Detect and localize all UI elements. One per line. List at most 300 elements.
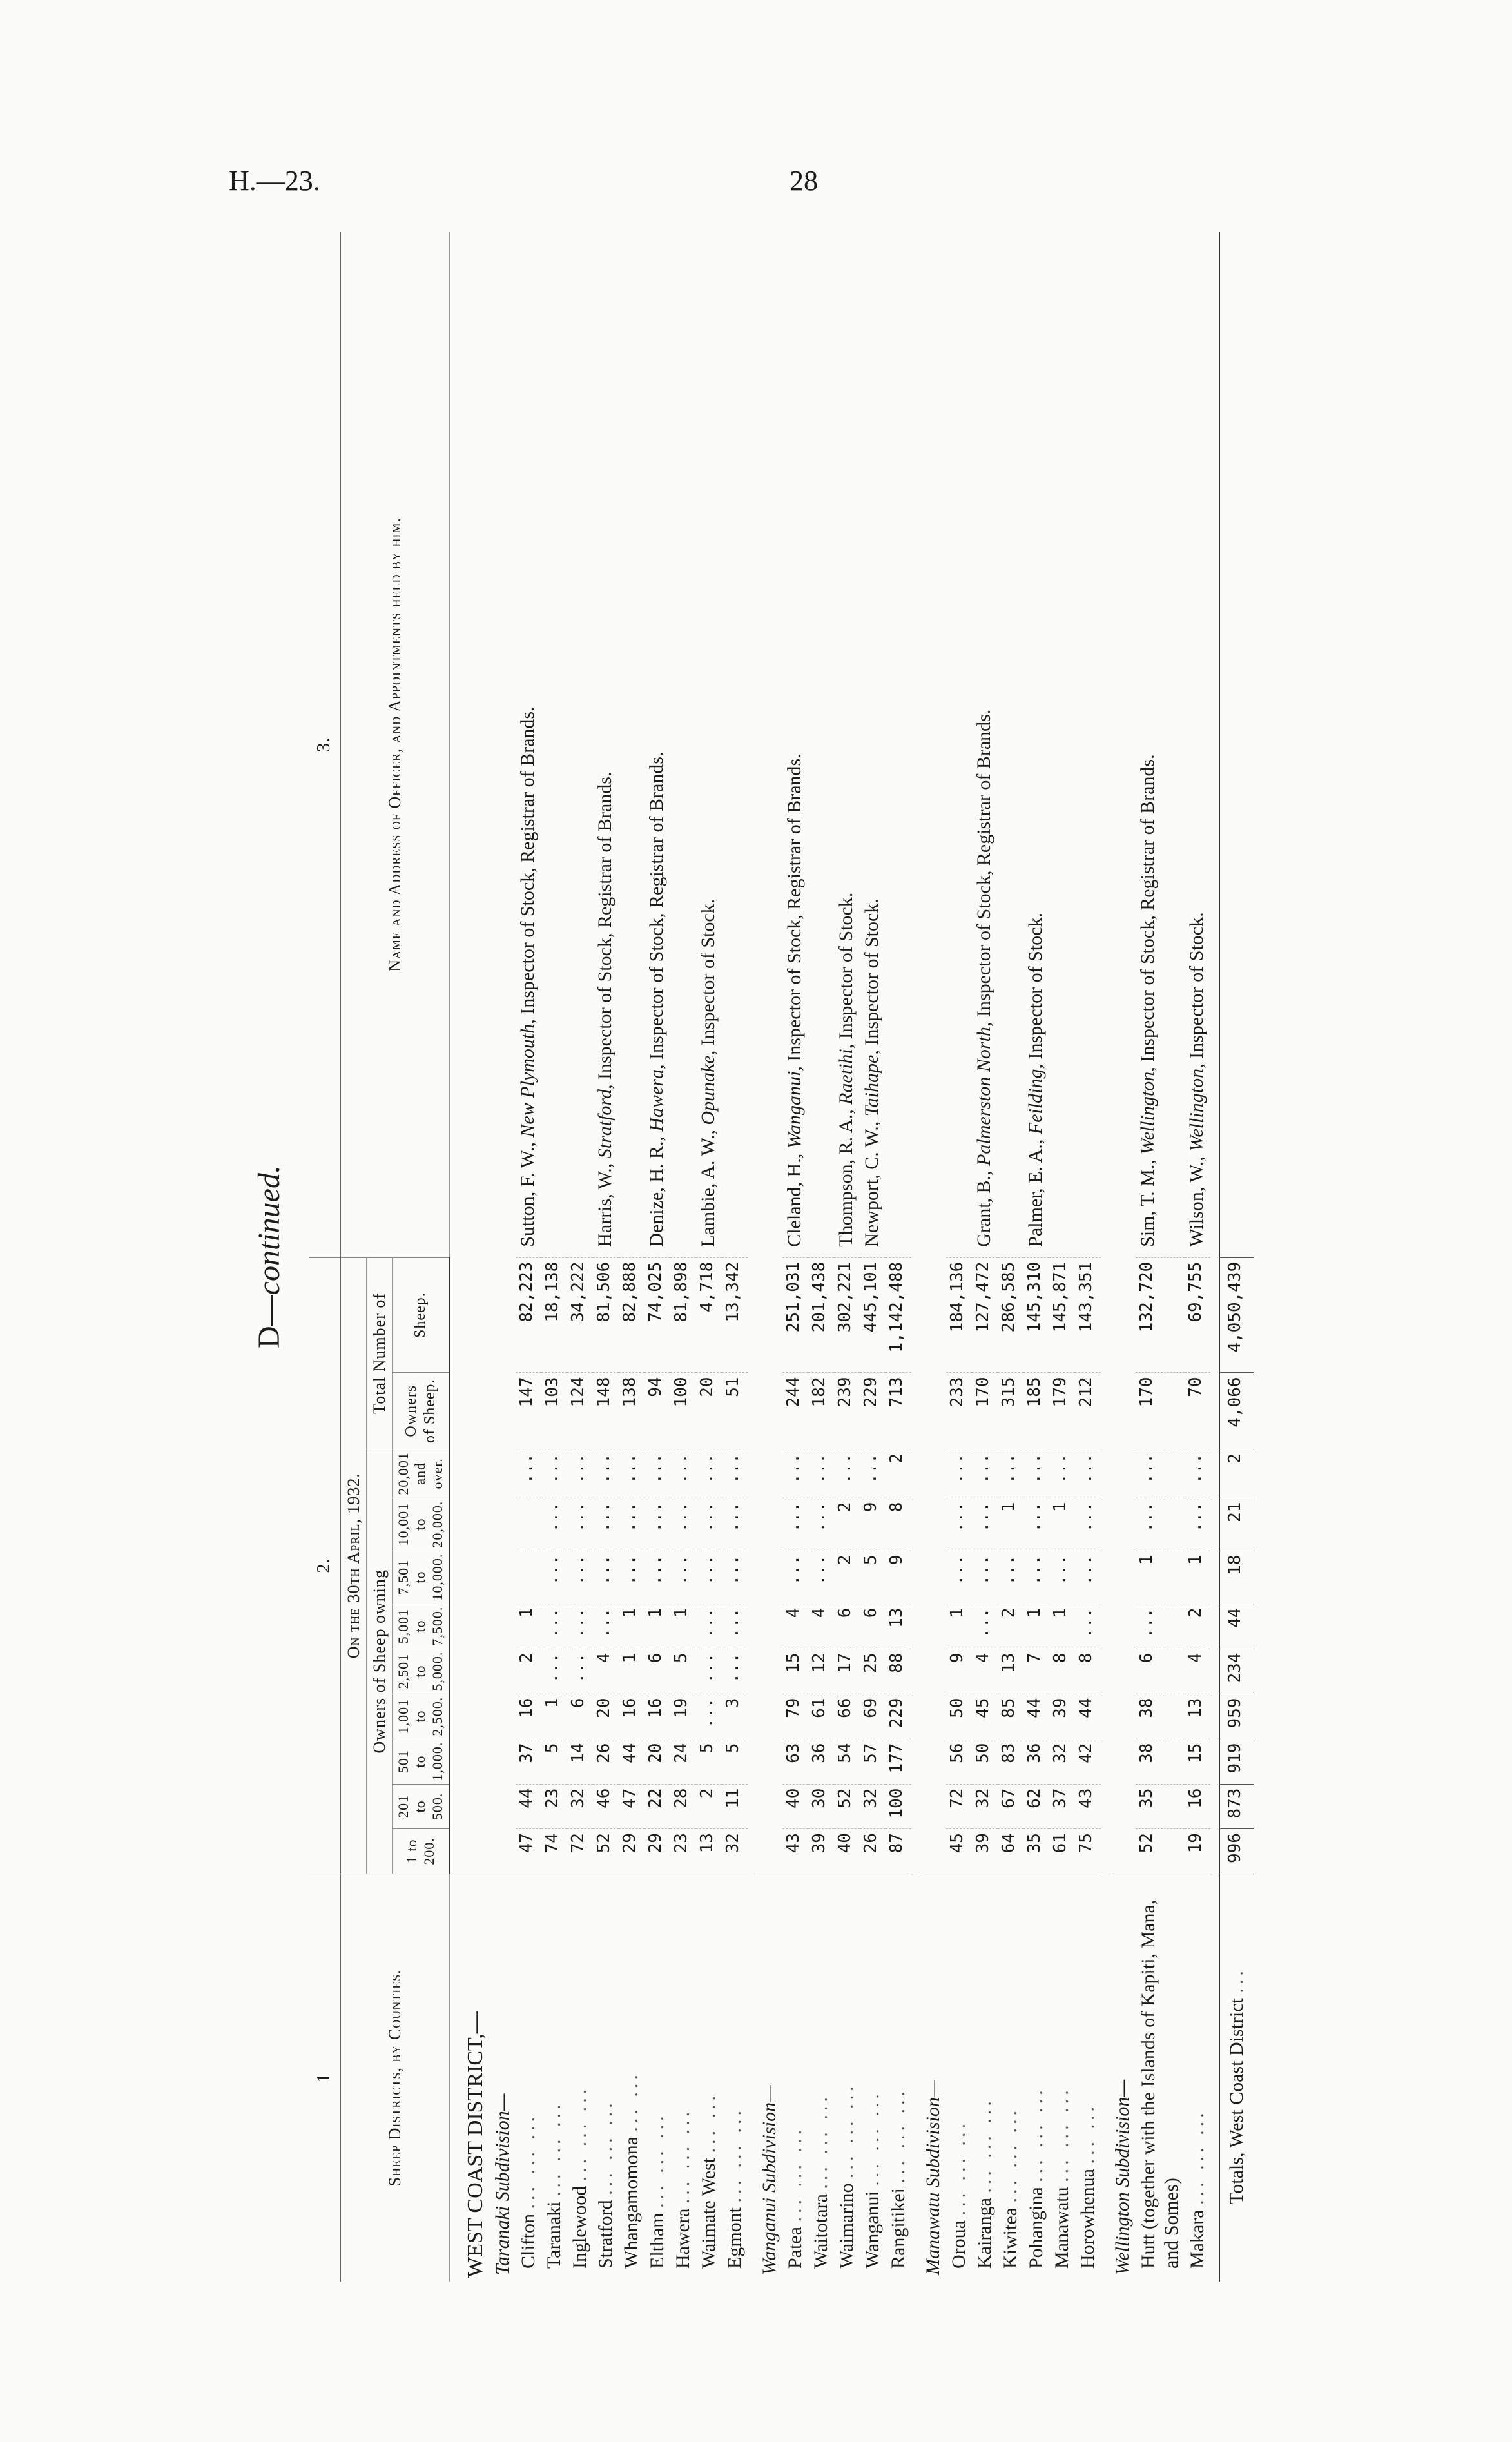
officer-cell: Thompson, R. A., Raetihi, Inspector of Stock. bbox=[835, 892, 857, 1247]
table-row bbox=[998, 232, 1023, 2282]
county-name: Hutt (together with the Islands of Kapiti, Mana, and Somes) bbox=[1138, 1899, 1183, 2269]
leader-dots: ... bbox=[1226, 1967, 1248, 1993]
county-name: Makara bbox=[1187, 2209, 1208, 2269]
value-cell: ... bbox=[696, 1649, 722, 1694]
officer-cell: Denize, H. R., Hawera, Inspector of Stock, Registrar of Brands. bbox=[646, 751, 668, 1247]
value-cell: 13 bbox=[696, 1829, 722, 1874]
value-cell: 7 bbox=[1023, 1649, 1049, 1694]
value-cell: 1 bbox=[1023, 1604, 1049, 1649]
value-cell: 6 bbox=[834, 1604, 860, 1649]
value-cell: 44 bbox=[1075, 1694, 1101, 1739]
table-row bbox=[1136, 232, 1185, 2282]
county-name: Horowhenua bbox=[1077, 2169, 1099, 2269]
leader-dots: ... ... ... bbox=[518, 2113, 539, 2209]
value-cell: 52 bbox=[593, 1829, 619, 1874]
value-cell: 1 bbox=[619, 1649, 645, 1694]
total-value-cell: 21 bbox=[1220, 1498, 1254, 1551]
value-cell: 61 bbox=[808, 1694, 834, 1739]
subdivision-row bbox=[920, 232, 946, 2282]
value-cell: 81,898 bbox=[670, 1257, 696, 1373]
officer-cell: Newport, C. W., Taihape, Inspector of Stock. bbox=[861, 898, 883, 1247]
column-number-1: 1 bbox=[309, 1874, 340, 2282]
value-cell: ... bbox=[567, 1649, 593, 1694]
county-name: Whangamomona bbox=[621, 2137, 643, 2269]
value-cell: 9 bbox=[946, 1649, 972, 1694]
spacer-cell bbox=[1101, 232, 1110, 2282]
value-cell: 2 bbox=[516, 1649, 541, 1694]
district-row bbox=[449, 232, 490, 2282]
value-cell: 66 bbox=[834, 1694, 860, 1739]
value-cell: 51 bbox=[722, 1373, 748, 1449]
table-row bbox=[722, 232, 748, 2282]
total-value-cell: 234 bbox=[1220, 1649, 1254, 1694]
value-cell: 5 bbox=[541, 1739, 567, 1784]
value-cell: ... bbox=[782, 1551, 808, 1604]
value-cell: ... bbox=[946, 1449, 972, 1498]
value-cell: 32 bbox=[1049, 1739, 1075, 1784]
value-cell: 212 bbox=[1075, 1373, 1101, 1449]
value-cell: ... bbox=[567, 1551, 593, 1604]
value-cell: 81,506 bbox=[593, 1257, 619, 1373]
table-row bbox=[972, 232, 998, 2282]
county-cell bbox=[645, 1874, 670, 2282]
value-cell bbox=[516, 1551, 541, 1604]
county-name: Kiwitea bbox=[1000, 2207, 1022, 2269]
officer-cell bbox=[998, 232, 1023, 1257]
value-cell: 67 bbox=[998, 1784, 1023, 1829]
value-cell: 46 bbox=[593, 1784, 619, 1829]
officer-cell bbox=[567, 232, 593, 1257]
value-cell: ... bbox=[1075, 1551, 1101, 1604]
county-cell bbox=[516, 1874, 541, 2282]
value-cell: 16 bbox=[619, 1694, 645, 1739]
leader-dots: ... ... ... bbox=[836, 2082, 858, 2178]
officer-cell bbox=[886, 232, 911, 1257]
county-name: Hawera bbox=[672, 2208, 694, 2269]
value-cell: ... bbox=[696, 1449, 722, 1498]
officer-cell: Lambie, A. W., Opunake, Inspector of Stock. bbox=[697, 898, 719, 1247]
county-cell bbox=[1075, 1874, 1101, 2282]
value-cell: 74,025 bbox=[645, 1257, 670, 1373]
leader-dots: ... ... ... bbox=[1025, 2086, 1047, 2182]
page-number: 28 bbox=[790, 165, 818, 197]
table-row bbox=[1023, 232, 1049, 2282]
table-row bbox=[696, 232, 722, 2282]
value-cell: 39 bbox=[1049, 1694, 1075, 1739]
county-cell bbox=[670, 1874, 696, 2282]
value-cell: ... bbox=[1185, 1498, 1210, 1551]
leader-dots: ... ... ... bbox=[887, 2088, 909, 2184]
value-cell: ... bbox=[808, 1551, 834, 1604]
value-cell: 17 bbox=[834, 1649, 860, 1694]
column-number-3: 3. bbox=[309, 232, 340, 1257]
value-cell: 315 bbox=[998, 1373, 1023, 1449]
district-name: WEST COAST DISTRICT,— bbox=[449, 1874, 490, 2282]
value-cell: 24 bbox=[670, 1739, 696, 1784]
value-cell: 43 bbox=[1075, 1784, 1101, 1829]
value-cell: 13 bbox=[998, 1649, 1023, 1694]
value-cell: 35 bbox=[1136, 1784, 1185, 1829]
value-cell: 1 bbox=[1185, 1551, 1210, 1604]
value-cell: 2 bbox=[696, 1784, 722, 1829]
value-cell: 2 bbox=[834, 1551, 860, 1604]
value-cell: 6 bbox=[567, 1694, 593, 1739]
value-cell: 5 bbox=[722, 1739, 748, 1784]
officer-cell: Cleland, H., Wanganui, Inspector of Stock, Registrar of Brands. bbox=[784, 753, 806, 1247]
value-cell: 145,310 bbox=[1023, 1257, 1049, 1373]
officer-cell bbox=[722, 232, 748, 1257]
value-cell: ... bbox=[645, 1449, 670, 1498]
districts-header: Sheep Districts, by Counties. bbox=[340, 1874, 449, 2282]
county-cell bbox=[1049, 1874, 1075, 2282]
total-value-cell: 2 bbox=[1220, 1449, 1254, 1498]
value-cell: ... bbox=[1136, 1604, 1185, 1649]
subdivision-filler bbox=[490, 232, 516, 1874]
table-row bbox=[516, 232, 541, 2282]
value-cell: 3 bbox=[722, 1694, 748, 1739]
spacer-cell bbox=[748, 232, 757, 2282]
value-cell: ... bbox=[782, 1498, 808, 1551]
column-number-row bbox=[309, 232, 340, 2282]
county-cell bbox=[808, 1874, 834, 2282]
value-cell: ... bbox=[972, 1551, 998, 1604]
value-cell: ... bbox=[670, 1449, 696, 1498]
county-cell bbox=[886, 1874, 911, 2282]
value-cell: 40 bbox=[834, 1829, 860, 1874]
leader-dots: ... ... ... bbox=[646, 2112, 668, 2208]
total-value-cell: 18 bbox=[1220, 1551, 1254, 1604]
range-header: 1 to 200. bbox=[392, 1829, 449, 1874]
value-cell: ... bbox=[998, 1449, 1023, 1498]
value-cell: 1 bbox=[670, 1604, 696, 1649]
county-cell bbox=[1023, 1874, 1049, 2282]
range-header: 2,501 to 5,000. bbox=[392, 1649, 449, 1694]
leader-dots: ... ... ... bbox=[569, 2085, 591, 2182]
value-cell: 32 bbox=[567, 1784, 593, 1829]
value-cell: 38 bbox=[1136, 1694, 1185, 1739]
county-name: Inglewood bbox=[569, 2185, 591, 2269]
value-cell: 4 bbox=[808, 1604, 834, 1649]
owners-of-sheep-header: Owners of Sheep. bbox=[392, 1373, 449, 1449]
value-cell: 23 bbox=[541, 1784, 567, 1829]
value-cell: 62 bbox=[1023, 1784, 1049, 1829]
county-cell bbox=[782, 1874, 808, 2282]
value-cell: ... bbox=[541, 1449, 567, 1498]
totals-label-cell bbox=[1220, 1874, 1254, 2282]
officer-cell bbox=[619, 232, 645, 1257]
county-name: Kairanga bbox=[974, 2198, 996, 2269]
value-cell: 25 bbox=[860, 1649, 886, 1694]
value-cell: 286,585 bbox=[998, 1257, 1023, 1373]
range-header: 7,501 to 10,000. bbox=[392, 1551, 449, 1604]
value-cell: 184,136 bbox=[946, 1257, 972, 1373]
value-cell: 100 bbox=[670, 1373, 696, 1449]
value-cell: ... bbox=[834, 1449, 860, 1498]
value-cell: 74 bbox=[541, 1829, 567, 1874]
value-cell: 170 bbox=[1136, 1373, 1185, 1449]
value-cell: ... bbox=[593, 1498, 619, 1551]
officer-cell bbox=[1049, 232, 1075, 1257]
value-cell: 445,101 bbox=[860, 1257, 886, 1373]
value-cell: 87 bbox=[886, 1829, 911, 1874]
value-cell: 182 bbox=[808, 1373, 834, 1449]
value-cell: 38 bbox=[1136, 1739, 1185, 1784]
value-cell: ... bbox=[567, 1604, 593, 1649]
leader-dots: ... ... ... bbox=[1051, 2086, 1073, 2182]
leader-dots: ... ... ... bbox=[810, 2093, 832, 2189]
value-cell: 177 bbox=[886, 1739, 911, 1784]
value-cell: 8 bbox=[1049, 1649, 1075, 1694]
value-cell: ... bbox=[516, 1449, 541, 1498]
subdivision-filler bbox=[1110, 232, 1136, 1874]
value-cell: 138 bbox=[619, 1373, 645, 1449]
total-value-cell: 996 bbox=[1220, 1829, 1254, 1874]
county-cell bbox=[722, 1874, 748, 2282]
value-cell: 70 bbox=[1185, 1373, 1210, 1449]
value-cell: 72 bbox=[567, 1829, 593, 1874]
value-cell: ... bbox=[696, 1551, 722, 1604]
value-cell: 20 bbox=[593, 1694, 619, 1739]
owners-group-header: Owners of Sheep owning bbox=[366, 1449, 392, 1874]
value-cell: 1,142,488 bbox=[886, 1257, 911, 1373]
value-cell: ... bbox=[1075, 1604, 1101, 1649]
county-name: Pohangina bbox=[1025, 2187, 1047, 2269]
county-name: Waitotara bbox=[810, 2194, 832, 2269]
table-row bbox=[1185, 232, 1210, 2282]
value-cell: ... bbox=[593, 1551, 619, 1604]
totals-row bbox=[1220, 232, 1254, 2282]
value-cell: ... bbox=[722, 1551, 748, 1604]
value-cell: 2 bbox=[834, 1498, 860, 1551]
value-cell: 39 bbox=[808, 1829, 834, 1874]
value-cell: 4,718 bbox=[696, 1257, 722, 1373]
value-cell: 251,031 bbox=[782, 1257, 808, 1373]
table-row bbox=[1049, 232, 1075, 2282]
value-cell: 2 bbox=[998, 1604, 1023, 1649]
value-cell: 47 bbox=[516, 1829, 541, 1874]
officer-header: Name and Address of Officer, and Appointments held by him. bbox=[340, 232, 449, 1257]
value-cell: ... bbox=[567, 1498, 593, 1551]
leader-dots: ... ... ... bbox=[672, 2108, 694, 2204]
county-cell bbox=[998, 1874, 1023, 2282]
value-cell: ... bbox=[645, 1498, 670, 1551]
value-cell: ... bbox=[946, 1551, 972, 1604]
subdivision-name: Wellington Subdivision— bbox=[1110, 1874, 1136, 2282]
value-cell: 713 bbox=[886, 1373, 911, 1449]
value-cell: 6 bbox=[1136, 1649, 1185, 1694]
county-name: Taranaki bbox=[543, 2201, 565, 2269]
section-title-prefix: D— bbox=[252, 1295, 286, 1348]
value-cell: 13 bbox=[1185, 1694, 1210, 1739]
value-cell: 16 bbox=[516, 1694, 541, 1739]
value-cell: 6 bbox=[860, 1604, 886, 1649]
value-cell: 36 bbox=[808, 1739, 834, 1784]
totals-group-header: Total Number of bbox=[366, 1257, 392, 1449]
value-cell: ... bbox=[1185, 1449, 1210, 1498]
value-cell: 37 bbox=[1049, 1784, 1075, 1829]
spacer-cell bbox=[911, 232, 920, 2282]
value-cell: 179 bbox=[1049, 1373, 1075, 1449]
value-cell: 1 bbox=[1049, 1604, 1075, 1649]
value-cell: 19 bbox=[670, 1694, 696, 1739]
leader-dots: ... ... ... bbox=[784, 2126, 806, 2222]
value-cell: ... bbox=[541, 1551, 567, 1604]
county-name: Wanganui bbox=[862, 2191, 884, 2269]
table-row bbox=[645, 232, 670, 2282]
value-cell: 23 bbox=[670, 1829, 696, 1874]
value-cell: 88 bbox=[886, 1649, 911, 1694]
county-cell bbox=[619, 1874, 645, 2282]
value-cell: ... bbox=[619, 1449, 645, 1498]
table-row bbox=[946, 232, 972, 2282]
value-cell: 54 bbox=[834, 1739, 860, 1784]
value-cell: 26 bbox=[593, 1739, 619, 1784]
value-cell: ... bbox=[722, 1649, 748, 1694]
officer-cell: Grant, B., Palmerston North, Inspector of Stock, Registrar of Brands. bbox=[973, 709, 995, 1247]
value-cell: 143,351 bbox=[1075, 1257, 1101, 1373]
table-body bbox=[449, 232, 1254, 2282]
county-name: Waimate West bbox=[698, 2157, 720, 2269]
range-header: 501 to 1,000. bbox=[392, 1739, 449, 1784]
officer-cell: Sutton, F. W., New Plymouth, Inspector of Stock, Registrar of Brands. bbox=[517, 706, 539, 1247]
county-name: Egmont bbox=[724, 2207, 746, 2269]
value-cell: 39 bbox=[972, 1829, 998, 1874]
value-cell: ... bbox=[998, 1551, 1023, 1604]
rotated-table-area bbox=[251, 232, 1437, 2282]
value-cell: 22 bbox=[645, 1784, 670, 1829]
value-cell: 30 bbox=[808, 1784, 834, 1829]
leader-dots: ... ... ... bbox=[948, 2120, 970, 2216]
totals-officer-filler bbox=[1220, 232, 1254, 1257]
officer-cell: Wilson, W., Wellington, Inspector of Stock. bbox=[1186, 912, 1208, 1247]
value-cell: ... bbox=[972, 1498, 998, 1551]
value-cell: 52 bbox=[834, 1784, 860, 1829]
value-cell: 4 bbox=[1185, 1649, 1210, 1694]
table-row bbox=[860, 232, 886, 2282]
value-cell: 11 bbox=[722, 1784, 748, 1829]
totals-label: Totals, West Coast District bbox=[1226, 1998, 1248, 2204]
value-cell: ... bbox=[972, 1449, 998, 1498]
table-row bbox=[567, 232, 593, 2282]
county-cell bbox=[860, 1874, 886, 2282]
spacer-row bbox=[748, 232, 757, 2282]
value-cell: ... bbox=[972, 1604, 998, 1649]
value-cell: 26 bbox=[860, 1829, 886, 1874]
value-cell: ... bbox=[1075, 1449, 1101, 1498]
district-filler bbox=[449, 232, 490, 1874]
value-cell: 127,472 bbox=[972, 1257, 998, 1373]
value-cell: 29 bbox=[619, 1829, 645, 1874]
section-title bbox=[251, 232, 287, 2282]
table-row bbox=[834, 232, 860, 2282]
value-cell: 32 bbox=[860, 1784, 886, 1829]
county-name: Oroua bbox=[948, 2220, 970, 2269]
value-cell: ... bbox=[722, 1498, 748, 1551]
value-cell: ... bbox=[1136, 1449, 1185, 1498]
section-title-suffix: continued. bbox=[252, 1165, 286, 1295]
value-cell: 20 bbox=[645, 1739, 670, 1784]
value-cell bbox=[516, 1498, 541, 1551]
subdivision-row bbox=[1110, 232, 1136, 2282]
leader-dots: ... ... ... bbox=[1187, 2109, 1208, 2205]
value-cell: 82,888 bbox=[619, 1257, 645, 1373]
value-cell: 229 bbox=[860, 1373, 886, 1449]
value-cell: ... bbox=[722, 1449, 748, 1498]
value-cell: 44 bbox=[619, 1739, 645, 1784]
value-cell: 1 bbox=[541, 1694, 567, 1739]
value-cell: 35 bbox=[1023, 1829, 1049, 1874]
value-cell: ... bbox=[1023, 1449, 1049, 1498]
value-cell: 20 bbox=[696, 1373, 722, 1449]
value-cell: 5 bbox=[670, 1649, 696, 1694]
value-cell: 28 bbox=[670, 1784, 696, 1829]
table-row bbox=[670, 232, 696, 2282]
county-cell bbox=[972, 1874, 998, 2282]
value-cell: ... bbox=[808, 1498, 834, 1551]
value-cell: 4 bbox=[972, 1649, 998, 1694]
total-value-cell: 959 bbox=[1220, 1694, 1254, 1739]
value-cell: ... bbox=[619, 1498, 645, 1551]
value-cell: 1 bbox=[516, 1604, 541, 1649]
leader-dots: ... ... ... bbox=[724, 2107, 746, 2203]
value-cell: ... bbox=[567, 1449, 593, 1498]
county-name: Patea bbox=[784, 2227, 806, 2269]
value-cell: 302,221 bbox=[834, 1257, 860, 1373]
value-cell: 40 bbox=[782, 1784, 808, 1829]
leader-dots: ... ... ... bbox=[543, 2100, 565, 2196]
value-cell: 15 bbox=[782, 1649, 808, 1694]
sheep-header: Sheep. bbox=[392, 1257, 449, 1373]
total-value-cell: 873 bbox=[1220, 1784, 1254, 1829]
officer-cell bbox=[1075, 232, 1101, 1257]
value-cell: 63 bbox=[782, 1739, 808, 1784]
value-cell: 94 bbox=[645, 1373, 670, 1449]
county-name: Rangitikei bbox=[887, 2188, 909, 2269]
value-cell: 57 bbox=[860, 1739, 886, 1784]
range-header: 1,001 to 2,500. bbox=[392, 1694, 449, 1739]
value-cell: 37 bbox=[516, 1739, 541, 1784]
officer-cell bbox=[808, 232, 834, 1257]
value-cell: 75 bbox=[1075, 1829, 1101, 1874]
range-header: 5,001 to 7,500. bbox=[392, 1604, 449, 1649]
value-cell: 1 bbox=[645, 1604, 670, 1649]
county-cell bbox=[696, 1874, 722, 2282]
total-value-cell: 4,050,439 bbox=[1220, 1257, 1254, 1373]
value-cell: ... bbox=[696, 1498, 722, 1551]
officer-cell: Palmer, E. A., Feilding, Inspector of Stock. bbox=[1025, 913, 1047, 1247]
value-cell: 4 bbox=[782, 1604, 808, 1649]
value-cell: ... bbox=[1136, 1498, 1185, 1551]
value-cell: 185 bbox=[1023, 1373, 1049, 1449]
value-cell: ... bbox=[1075, 1498, 1101, 1551]
value-cell: 1 bbox=[1136, 1551, 1185, 1604]
subdivision-name: Wanganui Subdivision— bbox=[757, 1874, 782, 2282]
value-cell: 8 bbox=[886, 1498, 911, 1551]
value-cell: ... bbox=[1049, 1449, 1075, 1498]
sheep-owners-table bbox=[309, 232, 1254, 2282]
value-cell: 1 bbox=[1049, 1498, 1075, 1551]
leader-dots: ... ... bbox=[621, 2071, 643, 2132]
value-cell: 103 bbox=[541, 1373, 567, 1449]
county-cell bbox=[567, 1874, 593, 2282]
value-cell: ... bbox=[808, 1449, 834, 1498]
value-cell: 72 bbox=[946, 1784, 972, 1829]
county-cell bbox=[541, 1874, 567, 2282]
table-row bbox=[593, 232, 619, 2282]
value-cell: 16 bbox=[1185, 1784, 1210, 1829]
value-cell: 147 bbox=[516, 1373, 541, 1449]
value-cell: 82,223 bbox=[516, 1257, 541, 1373]
